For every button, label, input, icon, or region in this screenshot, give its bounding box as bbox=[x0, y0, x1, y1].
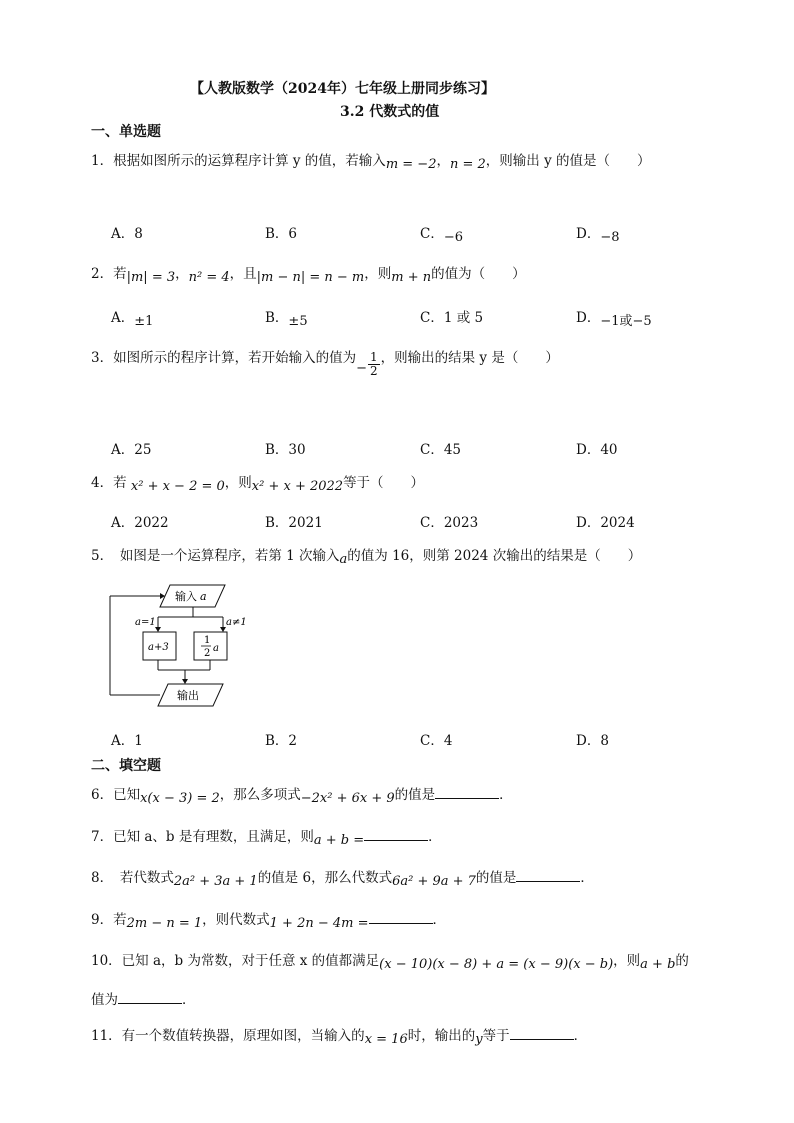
q6-math-given: x(x − 3) = 2 bbox=[140, 791, 220, 806]
q2-option-a[interactable] bbox=[111, 306, 154, 329]
q5-option-a-label: A．1 bbox=[111, 733, 143, 749]
q2-sep-1: ， bbox=[175, 266, 189, 282]
q2-option-a-label: A． bbox=[111, 310, 135, 326]
q6-answer-blank[interactable] bbox=[435, 784, 499, 799]
q7-answer-blank[interactable] bbox=[364, 826, 428, 841]
q4-text-mid: ，则 bbox=[224, 475, 252, 491]
q3-option-b-label: B．30 bbox=[265, 442, 306, 458]
question-7 bbox=[91, 825, 442, 848]
question-9 bbox=[91, 908, 447, 931]
q4-option-d-label: D．2024 bbox=[576, 515, 635, 531]
q9-text-pre: 9．若 bbox=[91, 912, 127, 928]
q3-option-b[interactable] bbox=[265, 438, 306, 458]
q3-option-c-label: C．45 bbox=[420, 442, 462, 458]
q8-math-expr1: 2a² + 3a + 1 bbox=[173, 874, 258, 889]
q2-option-b[interactable] bbox=[265, 306, 308, 329]
q6-text-pre: 6．已知 bbox=[91, 787, 141, 803]
q11-text-pre: 11．有一个数值转换器，原理如图，当输入的 bbox=[91, 1028, 365, 1044]
q9-answer-blank[interactable] bbox=[369, 909, 433, 924]
q11-answer-blank[interactable] bbox=[510, 1025, 574, 1040]
q1-option-b[interactable] bbox=[265, 222, 297, 242]
q1-text-post: ，则输出 y 的值是（ ） bbox=[485, 153, 651, 169]
flow-right-box-den: 2 bbox=[204, 648, 211, 659]
q9-text-mid: ，则代数式 bbox=[202, 912, 270, 928]
q4-text-post: 等于（ ） bbox=[343, 475, 425, 491]
q1-math-m: m = −2 bbox=[385, 157, 437, 172]
q5-option-d[interactable] bbox=[576, 729, 609, 749]
q11-end: ． bbox=[573, 1028, 588, 1044]
q1-option-d[interactable] bbox=[576, 222, 620, 245]
question-1 bbox=[91, 149, 651, 172]
q3-option-c[interactable] bbox=[420, 438, 461, 458]
flow-arrow bbox=[155, 627, 161, 632]
q6-end: ． bbox=[499, 787, 513, 803]
q11-math-y: y bbox=[475, 1032, 483, 1047]
q6-text-post: 的值是 bbox=[394, 787, 436, 803]
flow-arrow bbox=[182, 679, 188, 684]
q9-math-expression: 1 + 2n − 4m = bbox=[269, 916, 369, 931]
q8-text-mid: 的值是 6，那么代数式 bbox=[257, 870, 393, 886]
question-4 bbox=[91, 471, 425, 494]
flow-right-condition: a≠1 bbox=[226, 617, 247, 628]
q5-option-c[interactable] bbox=[420, 729, 452, 749]
q5-option-b[interactable] bbox=[265, 729, 297, 749]
q2-option-d-math: −1或−5 bbox=[600, 314, 652, 329]
q10-math-identity: (x − 10)(x − 8) + a = (x − 9)(x − b) bbox=[379, 957, 614, 972]
question-11 bbox=[91, 1024, 588, 1047]
q2-option-b-label: B． bbox=[265, 310, 289, 326]
q4-option-a[interactable] bbox=[111, 511, 169, 531]
q2-text-pre: 2．若 bbox=[91, 266, 127, 282]
q10-math-sum: a + b bbox=[640, 957, 676, 972]
q10-text-pre: 10．已知 a，b 为常数，对于任意 x 的值都满足 bbox=[91, 953, 380, 969]
q5-math-a: a bbox=[339, 552, 348, 567]
q2-option-d-label: D． bbox=[576, 310, 601, 326]
q1-option-a[interactable] bbox=[111, 222, 143, 242]
q10-answer-blank[interactable] bbox=[118, 989, 182, 1004]
flow-right-box-num: 1 bbox=[204, 635, 211, 646]
q3-fraction-numerator: 1 bbox=[370, 350, 378, 364]
q2-option-b-math: ±5 bbox=[288, 314, 308, 329]
q2-math-m-plus-n: m + n bbox=[391, 270, 432, 285]
q2-text-post: 的值为（ ） bbox=[431, 266, 526, 282]
section-title-single-choice: 一、单选题 bbox=[91, 124, 161, 140]
q1-option-d-math: −8 bbox=[600, 230, 620, 245]
q4-option-b-label: B．2021 bbox=[265, 515, 323, 531]
q8-answer-blank[interactable] bbox=[516, 867, 580, 882]
q4-option-c-label: C．2023 bbox=[420, 515, 479, 531]
question-8 bbox=[91, 866, 594, 889]
q3-option-d-label: D．40 bbox=[576, 442, 618, 458]
q2-option-a-math: ±1 bbox=[134, 314, 154, 329]
q3-text-pre: 3．如图所示的程序计算，若开始输入的值为 bbox=[91, 350, 357, 366]
section-title-fill-in: 二、填空题 bbox=[91, 758, 161, 774]
q8-end: ． bbox=[580, 870, 594, 886]
q5-text-pre: 5． 如图是一个运算程序，若第 1 次输入 bbox=[91, 548, 340, 564]
q4-option-a-label: A．2022 bbox=[111, 515, 169, 531]
q6-text-mid: ，那么多项式 bbox=[219, 787, 301, 803]
q8-text-pre: 8． 若代数式 bbox=[91, 870, 174, 886]
flow-input-var: a bbox=[200, 590, 207, 603]
q1-option-d-label: D． bbox=[576, 226, 601, 242]
q5-option-a[interactable] bbox=[111, 729, 143, 749]
q3-text-post: ，则输出的结果 y 是（ ） bbox=[380, 350, 559, 366]
q4-option-b[interactable] bbox=[265, 511, 323, 531]
question-10-line-2 bbox=[91, 988, 196, 1008]
q1-option-c-label: C． bbox=[420, 226, 444, 242]
question-10 bbox=[91, 949, 689, 972]
q5-option-b-label: B．2 bbox=[265, 733, 298, 749]
q7-end: ． bbox=[428, 829, 442, 845]
q11-math-input: x = 16 bbox=[364, 1032, 408, 1047]
q1-option-c[interactable] bbox=[420, 222, 464, 245]
q1-math-n: n = 2 bbox=[449, 157, 486, 172]
q2-option-c-label: C．1 或 5 bbox=[420, 310, 484, 326]
q2-sep-3: ，则 bbox=[364, 266, 392, 282]
q9-math-given: 2m − n = 1 bbox=[126, 916, 203, 931]
q7-math-sum: a + b = bbox=[313, 833, 365, 848]
q8-math-expr2: 6a² + 9a + 7 bbox=[392, 874, 476, 889]
q7-text-pre: 7．已知 a、b 是有理数，且满足，则 bbox=[91, 829, 314, 845]
q4-text-pre: 4．若 bbox=[91, 475, 127, 491]
document-subtitle: 3.2 代数式的值 bbox=[340, 104, 440, 120]
q11-text-mid: 时，输出的 bbox=[407, 1028, 476, 1044]
q1-option-a-label: A．8 bbox=[111, 226, 143, 242]
q3-option-a-label: A．25 bbox=[111, 442, 152, 458]
q3-fraction-denominator: 2 bbox=[370, 364, 378, 378]
q5-option-c-label: C．4 bbox=[420, 733, 453, 749]
q5-flowchart bbox=[105, 583, 255, 713]
q2-sep-2: ，且 bbox=[229, 266, 257, 282]
q2-option-d[interactable] bbox=[576, 306, 652, 329]
q2-math-abs-m-minus-n: |m − n| = n − m bbox=[256, 270, 365, 285]
q2-math-n-squared: n² = 4 bbox=[188, 270, 230, 285]
q2-math-abs-m: |m| = 3 bbox=[126, 270, 176, 285]
flow-left-box-text: a+3 bbox=[148, 642, 169, 653]
question-2 bbox=[91, 262, 526, 285]
q3-option-a[interactable] bbox=[111, 438, 151, 458]
q6-math-polynomial: −2x² + 6x + 9 bbox=[300, 791, 395, 806]
document-title: 【人教版数学（2024年）七年级上册同步练习】 bbox=[190, 81, 495, 97]
q9-end: ． bbox=[432, 912, 447, 928]
q5-option-d-label: D．8 bbox=[576, 733, 609, 749]
q4-option-c[interactable] bbox=[420, 511, 478, 531]
q3-math-fraction bbox=[368, 351, 380, 378]
q4-math-equation: x² + x − 2 = 0 bbox=[130, 479, 225, 494]
q1-option-c-math: −6 bbox=[443, 230, 464, 245]
question-5 bbox=[91, 544, 642, 567]
q3-math-minus: − bbox=[356, 361, 367, 376]
q5-text-post: 的值为 16，则第 2024 次输出的结果是（ ） bbox=[347, 548, 642, 564]
q8-text-post: 的值是 bbox=[475, 870, 517, 886]
question-6 bbox=[91, 783, 513, 806]
q10-end: ． bbox=[182, 992, 196, 1008]
q3-option-d[interactable] bbox=[576, 438, 618, 458]
flow-right-box-var: a bbox=[213, 643, 219, 654]
q4-math-expression: x² + x + 2022 bbox=[251, 479, 344, 494]
q10-text-post: 的 bbox=[675, 953, 689, 969]
q11-text-post: 等于 bbox=[482, 1028, 510, 1044]
q1-text-pre: 1．根据如图所示的运算程序计算 y 的值，若输入 bbox=[91, 153, 386, 169]
question-3 bbox=[91, 345, 559, 378]
flow-input-text: 输入 bbox=[175, 590, 197, 603]
q10-text-line2: 值为 bbox=[91, 992, 118, 1008]
q1-option-b-label: B．6 bbox=[265, 226, 298, 242]
q4-option-d[interactable] bbox=[576, 511, 635, 531]
q1-sep: ， bbox=[436, 153, 450, 169]
q10-text-mid: ，则 bbox=[613, 953, 641, 969]
flow-output-text: 输出 bbox=[177, 689, 199, 702]
flow-left-condition: a=1 bbox=[135, 617, 156, 628]
q2-option-c[interactable] bbox=[420, 306, 483, 326]
